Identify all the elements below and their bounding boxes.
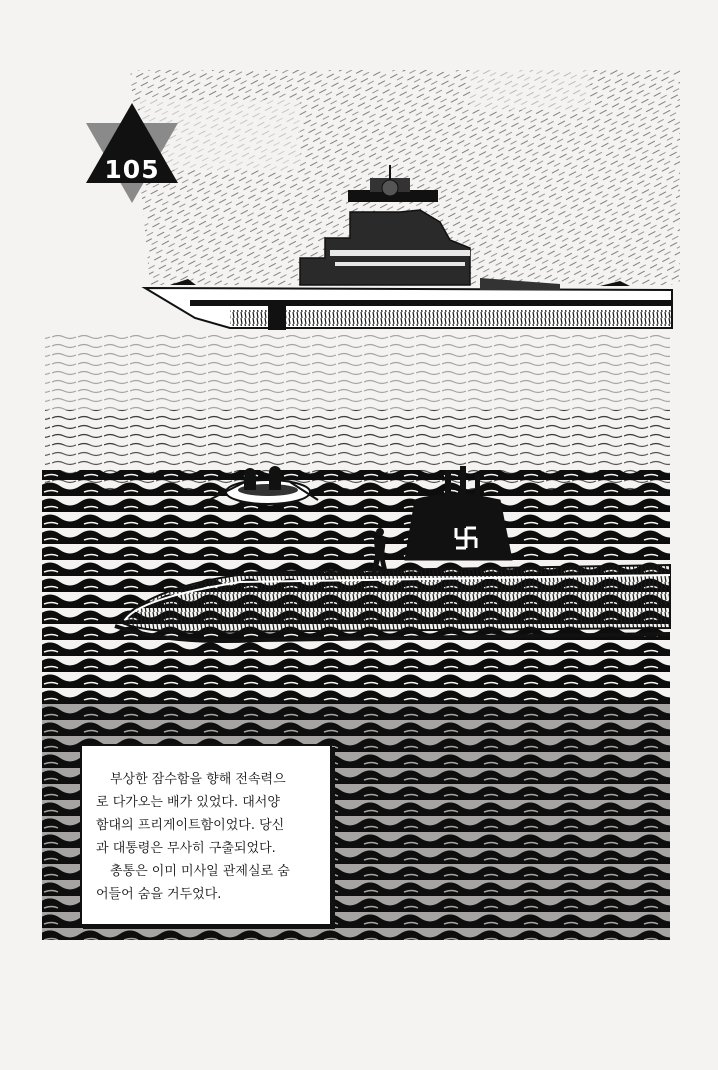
narration-caption [80,744,332,926]
chapter-number: 105 [104,155,160,184]
caption-line: 로 다가오는 배가 있었다. 대서양 [96,795,280,810]
caption-line: 함대의 프리게이트함이었다. 당신 [96,818,285,833]
caption-line: 과 대통령은 무사히 구출되었다. [96,841,276,856]
caption-line: 부상한 잠수함을 향해 전속력으 [110,772,286,787]
chapter-badge [82,103,182,203]
caption-line: 어들어 숨을 거두었다. [96,887,222,902]
caption-line: 총통은 이미 미사일 관제실로 숨 [110,864,290,879]
distant-sea [45,335,670,490]
star-icon [82,103,182,203]
